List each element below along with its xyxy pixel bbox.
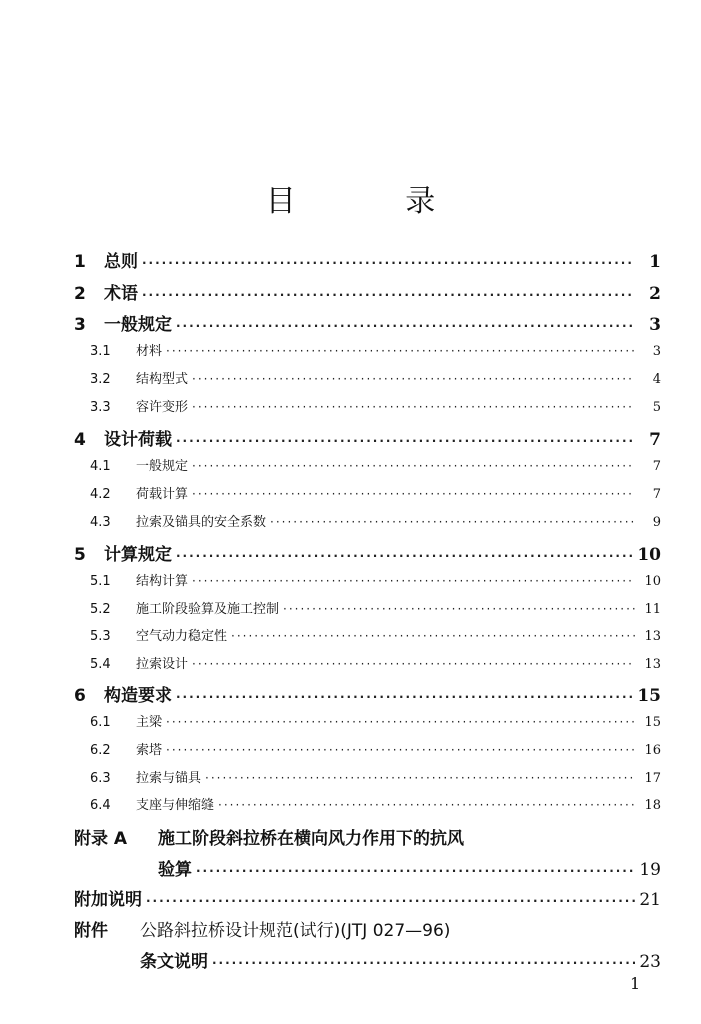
entry-number: 6 (74, 686, 86, 706)
entry-label: 拉索与锚具 (136, 771, 202, 786)
toc-entry-section-5-3[interactable] (90, 625, 661, 644)
entry-number: 5.3 (90, 629, 111, 644)
entry-page: 2 (649, 284, 661, 304)
page-number: 1 (630, 974, 641, 993)
entry-label: 主梁 (136, 715, 163, 730)
leader-dots (192, 459, 635, 473)
entry-number: 5.4 (90, 657, 111, 672)
entry-page: 3 (649, 315, 661, 335)
leader-dots (166, 743, 635, 757)
entry-number: 2 (74, 284, 86, 304)
toc-entry-section-3-2[interactable] (90, 368, 661, 387)
toc-entry-additional-note[interactable] (74, 885, 661, 910)
entry-page: 16 (644, 743, 661, 758)
toc-entry-chapter-4[interactable] (74, 425, 661, 450)
toc-title: 目 录 (265, 184, 486, 219)
entry-label: 材料 (136, 344, 163, 359)
entry-number: 4.2 (90, 487, 111, 502)
entry-page: 15 (644, 715, 661, 730)
leader-dots (218, 798, 635, 812)
entry-label: 术语 (104, 284, 138, 304)
entry-page: 11 (644, 602, 661, 617)
toc-entry-section-6-3[interactable] (90, 767, 661, 786)
entry-number: 4.1 (90, 459, 111, 474)
leader-dots (176, 434, 635, 448)
entry-number: 5 (74, 545, 86, 565)
toc-entry-section-4-2[interactable] (90, 483, 661, 502)
entry-label: 结构计算 (136, 574, 189, 589)
toc-entry-section-4-3[interactable] (90, 511, 661, 530)
entry-label: 容许变形 (136, 400, 189, 415)
leader-dots (212, 956, 635, 970)
entry-number: 4 (74, 430, 86, 450)
leader-dots (142, 256, 635, 270)
leader-dots (146, 894, 635, 908)
entry-label: 一般规定 (104, 315, 172, 335)
entry-number: 3.3 (90, 400, 111, 415)
entry-page: 15 (637, 686, 661, 706)
toc-entry-chapter-5[interactable] (74, 540, 661, 565)
entry-label: 附加说明 (74, 890, 142, 910)
entry-page: 1 (649, 252, 661, 272)
leader-dots (231, 629, 635, 643)
toc-entry-appendix-a-cont[interactable] (158, 855, 661, 880)
entry-label: 荷载计算 (136, 487, 189, 502)
leader-dots (270, 515, 635, 529)
entry-label: 拉索设计 (136, 657, 189, 672)
toc-entry-section-6-4[interactable] (90, 794, 661, 813)
entry-page: 9 (652, 515, 661, 530)
toc-entry-chapter-1[interactable] (74, 247, 661, 272)
entry-page: 4 (652, 372, 661, 387)
leader-dots (205, 771, 635, 785)
entry-label: 支座与伸缩缝 (136, 798, 215, 813)
leader-dots (192, 487, 635, 501)
entry-page: 23 (639, 952, 661, 972)
entry-label: 条文说明 (140, 952, 208, 972)
toc-entry-chapter-6[interactable] (74, 681, 661, 706)
leader-dots (176, 319, 635, 333)
entry-label: 一般规定 (136, 459, 189, 474)
leader-dots (192, 372, 635, 386)
leader-dots (166, 715, 635, 729)
entry-number: 5.2 (90, 602, 111, 617)
entry-label: 构造要求 (104, 686, 172, 706)
toc-entry-attachment-cont[interactable] (140, 947, 661, 972)
entry-page: 7 (652, 487, 661, 502)
entry-label: 拉索及锚具的安全系数 (136, 515, 267, 530)
entry-label: 施工阶段斜拉桥在横向风力作用下的抗风 (158, 829, 464, 849)
entry-number: 1 (74, 252, 86, 272)
entry-label: 总则 (104, 252, 138, 272)
entry-page: 7 (649, 430, 661, 450)
entry-label: 结构型式 (136, 372, 189, 387)
entry-prefix: 附录 A (74, 829, 128, 849)
leader-dots (176, 690, 633, 704)
leader-dots (166, 344, 635, 358)
entry-number: 6.3 (90, 771, 111, 786)
toc-entry-section-5-2[interactable] (90, 598, 661, 617)
entry-page: 3 (652, 344, 661, 359)
entry-page: 5 (652, 400, 661, 415)
entry-number: 3 (74, 315, 86, 335)
entry-page: 10 (644, 574, 661, 589)
toc-entry-appendix-a[interactable] (74, 824, 661, 849)
entry-page: 13 (644, 629, 661, 644)
toc-entry-section-3-1[interactable] (90, 340, 661, 359)
entry-page: 10 (637, 545, 661, 565)
entry-label: 设计荷载 (104, 430, 172, 450)
leader-dots (283, 602, 635, 616)
toc-entry-section-5-4[interactable] (90, 653, 661, 672)
leader-dots (176, 549, 633, 563)
entry-number: 3.1 (90, 344, 111, 359)
entry-number: 3.2 (90, 372, 111, 387)
leader-dots (142, 288, 635, 302)
toc-entry-section-3-3[interactable] (90, 396, 661, 415)
toc-entry-chapter-3[interactable] (74, 310, 661, 335)
entry-label: 计算规定 (104, 545, 172, 565)
entry-label: 施工阶段验算及施工控制 (136, 602, 280, 617)
entry-page: 21 (639, 890, 661, 910)
entry-number: 6.4 (90, 798, 111, 813)
toc-entry-attachment[interactable] (74, 916, 661, 941)
entry-number: 6.2 (90, 743, 111, 758)
entry-label: 验算 (158, 860, 192, 880)
leader-dots (192, 400, 635, 414)
entry-number: 4.3 (90, 515, 111, 530)
entry-number: 6.1 (90, 715, 111, 730)
entry-label: 索塔 (136, 743, 163, 758)
entry-page: 7 (652, 459, 661, 474)
toc-entry-chapter-2[interactable] (74, 279, 661, 304)
toc-entry-section-4-1[interactable] (90, 455, 661, 474)
toc-entry-section-6-2[interactable] (90, 739, 661, 758)
entry-label: 空气动力稳定性 (136, 629, 228, 644)
leader-dots (192, 574, 635, 588)
entry-page: 19 (639, 860, 661, 880)
entry-page: 13 (644, 657, 661, 672)
leader-dots (192, 657, 635, 671)
leader-dots (196, 864, 635, 878)
entry-page: 17 (644, 771, 661, 786)
entry-number: 5.1 (90, 574, 111, 589)
toc-entry-section-5-1[interactable] (90, 570, 661, 589)
entry-page: 18 (644, 798, 661, 813)
entry-prefix: 附件 (74, 921, 108, 941)
entry-label: 公路斜拉桥设计规范(试行)(JTJ 027—96) (140, 921, 451, 941)
toc-entry-section-6-1[interactable] (90, 711, 661, 730)
